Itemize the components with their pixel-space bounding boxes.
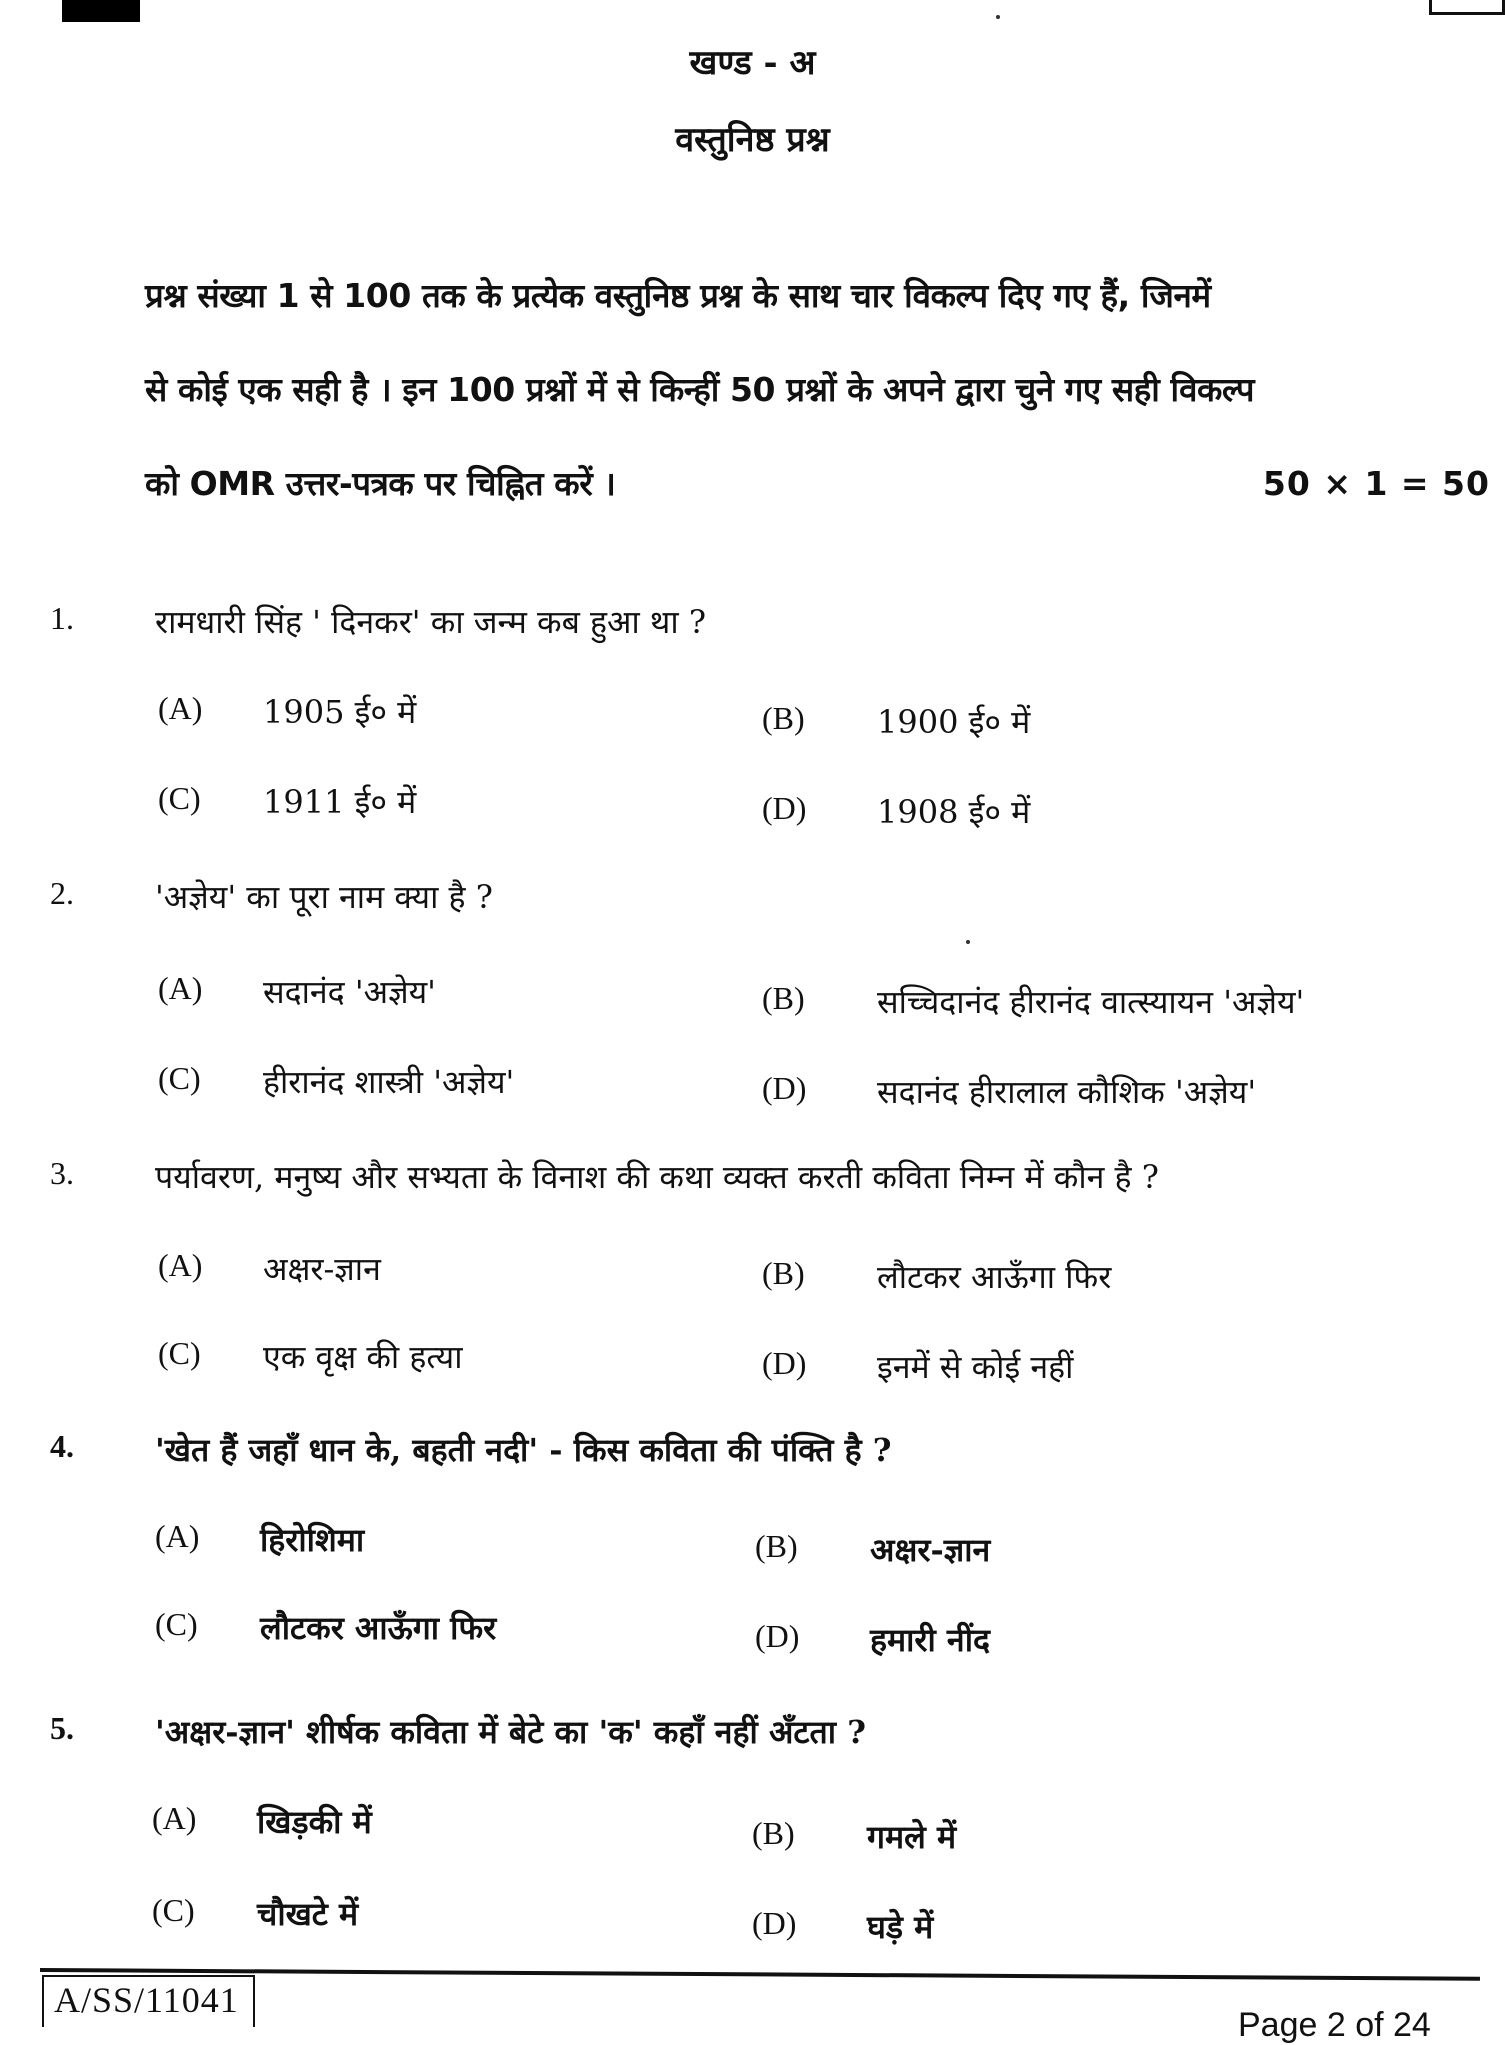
option-text: एक वृक्ष की हत्या bbox=[263, 1338, 463, 1376]
option-label: (D) bbox=[762, 1345, 807, 1381]
option-text: अक्षर-ज्ञान bbox=[263, 1250, 381, 1288]
option-label: (B) bbox=[762, 1255, 805, 1291]
option-text: सच्चिदानंद हीरानंद वात्स्यायन 'अज्ञेय' bbox=[877, 983, 1305, 1021]
question-text: 'खेत हैं जहाँ धान के, बहती नदी' - किस कविता की पंक्ति है ? bbox=[155, 1431, 892, 1469]
option-label: (D) bbox=[762, 790, 807, 826]
scan-speck bbox=[966, 940, 970, 944]
page-number: Page 2 of 24 bbox=[1238, 2006, 1431, 2044]
option-text: 1900 ई० में bbox=[877, 703, 1031, 741]
option-label: (A) bbox=[152, 1800, 197, 1836]
instructions-line-3 bbox=[145, 456, 1490, 550]
question-number: 5. bbox=[50, 1710, 74, 1746]
option-label: (D) bbox=[755, 1618, 800, 1654]
option-text: खिड़की में bbox=[257, 1803, 372, 1841]
question-number: 3. bbox=[50, 1155, 74, 1191]
option-text: 1905 ई० में bbox=[263, 693, 417, 731]
option-label: (A) bbox=[158, 970, 203, 1006]
marks-allocation: 50 × 1 = 50 bbox=[1262, 464, 1490, 503]
question-number: 1. bbox=[50, 600, 74, 636]
paper-code-box: A/SS/11041 bbox=[42, 1975, 255, 2027]
page-corner-tab bbox=[62, 0, 140, 22]
option-c bbox=[155, 1606, 496, 1649]
option-text: 1911 ई० में bbox=[263, 783, 417, 821]
option-label: (A) bbox=[158, 1247, 203, 1283]
option-d bbox=[762, 790, 1030, 833]
option-c bbox=[152, 1892, 358, 1935]
option-label: (B) bbox=[762, 700, 805, 736]
option-text: अक्षर-ज्ञान bbox=[870, 1531, 991, 1569]
instructions-block bbox=[145, 268, 1490, 550]
option-label: (B) bbox=[752, 1815, 795, 1851]
option-text: हिरोशिमा bbox=[260, 1521, 365, 1559]
section-title: खण्ड - अ bbox=[689, 43, 816, 83]
option-b bbox=[752, 1815, 956, 1858]
question-text: 'अज्ञेय' का पूरा नाम क्या है ? bbox=[155, 878, 493, 916]
option-text: लौटकर आऊँगा फिर bbox=[877, 1258, 1112, 1296]
scan-speck bbox=[996, 15, 1000, 19]
option-c bbox=[158, 1335, 463, 1378]
option-b bbox=[762, 980, 1304, 1023]
instructions-line-2: से कोई एक सही है । इन 100 प्रश्नों में से किन्हीं 50 प्रश्नों के अपने द्वारा चुने गए सही विकल्प bbox=[145, 370, 1255, 409]
option-b bbox=[762, 1255, 1111, 1298]
option-label: (B) bbox=[762, 980, 805, 1016]
option-label: (C) bbox=[158, 780, 201, 816]
option-text: हमारी नींद bbox=[870, 1621, 990, 1659]
option-label: (C) bbox=[152, 1892, 195, 1928]
option-d bbox=[755, 1618, 990, 1661]
option-c bbox=[158, 1060, 514, 1103]
option-a bbox=[152, 1800, 372, 1843]
top-right-bracket-mark bbox=[1429, 0, 1505, 15]
option-d bbox=[762, 1070, 1256, 1113]
option-label: (A) bbox=[155, 1518, 200, 1554]
question-text: रामधारी सिंह ' दिनकर' का जन्म कब हुआ था ? bbox=[155, 603, 706, 641]
option-text: 1908 ई० में bbox=[877, 793, 1031, 831]
option-label: (D) bbox=[752, 1905, 797, 1941]
option-text: चौखटे में bbox=[257, 1895, 359, 1933]
option-d bbox=[752, 1905, 933, 1948]
option-text: इनमें से कोई नहीं bbox=[877, 1348, 1074, 1386]
option-text: घड़े में bbox=[867, 1908, 934, 1946]
option-text: गमले में bbox=[867, 1818, 957, 1856]
option-label: (C) bbox=[158, 1060, 201, 1096]
option-b bbox=[755, 1528, 990, 1571]
instructions-line-3-text: को OMR उत्तर-पत्रक पर चिह्नित करें । bbox=[145, 464, 616, 503]
option-c bbox=[158, 780, 416, 823]
option-label: (B) bbox=[755, 1528, 798, 1564]
question-number: 2. bbox=[50, 875, 74, 911]
option-label: (A) bbox=[158, 690, 203, 726]
option-a bbox=[158, 970, 436, 1013]
instructions-line-1: प्रश्न संख्या 1 से 100 तक के प्रत्येक वस्तुनिष्ठ प्रश्न के साथ चार विकल्प दिए गए हैं, जिनमें bbox=[145, 276, 1211, 315]
option-text: हीरानंद शास्त्री 'अज्ञेय' bbox=[263, 1063, 515, 1101]
question-text: पर्यावरण, मनुष्य और सभ्यता के विनाश की कथा व्यक्त करती कविता निम्न में कौन है ? bbox=[155, 1158, 1159, 1196]
option-a bbox=[158, 1247, 381, 1290]
option-label: (C) bbox=[155, 1606, 198, 1642]
question-text: 'अक्षर-ज्ञान' शीर्षक कविता में बेटे का 'क' कहाँ नहीं अँटता ? bbox=[155, 1713, 866, 1751]
option-a bbox=[158, 690, 416, 733]
option-a bbox=[155, 1518, 364, 1561]
option-text: सदानंद 'अज्ञेय' bbox=[263, 973, 436, 1011]
footer-divider bbox=[40, 1968, 1480, 1981]
section-subtitle: वस्तुनिष्ठ प्रश्न bbox=[675, 120, 830, 160]
option-text: सदानंद हीरालाल कौशिक 'अज्ञेय' bbox=[877, 1073, 1257, 1111]
option-d bbox=[762, 1345, 1073, 1388]
option-b bbox=[762, 700, 1030, 743]
option-text: लौटकर आऊँगा फिर bbox=[260, 1609, 497, 1647]
option-label: (D) bbox=[762, 1070, 807, 1106]
question-number: 4. bbox=[50, 1428, 74, 1464]
option-label: (C) bbox=[158, 1335, 201, 1371]
